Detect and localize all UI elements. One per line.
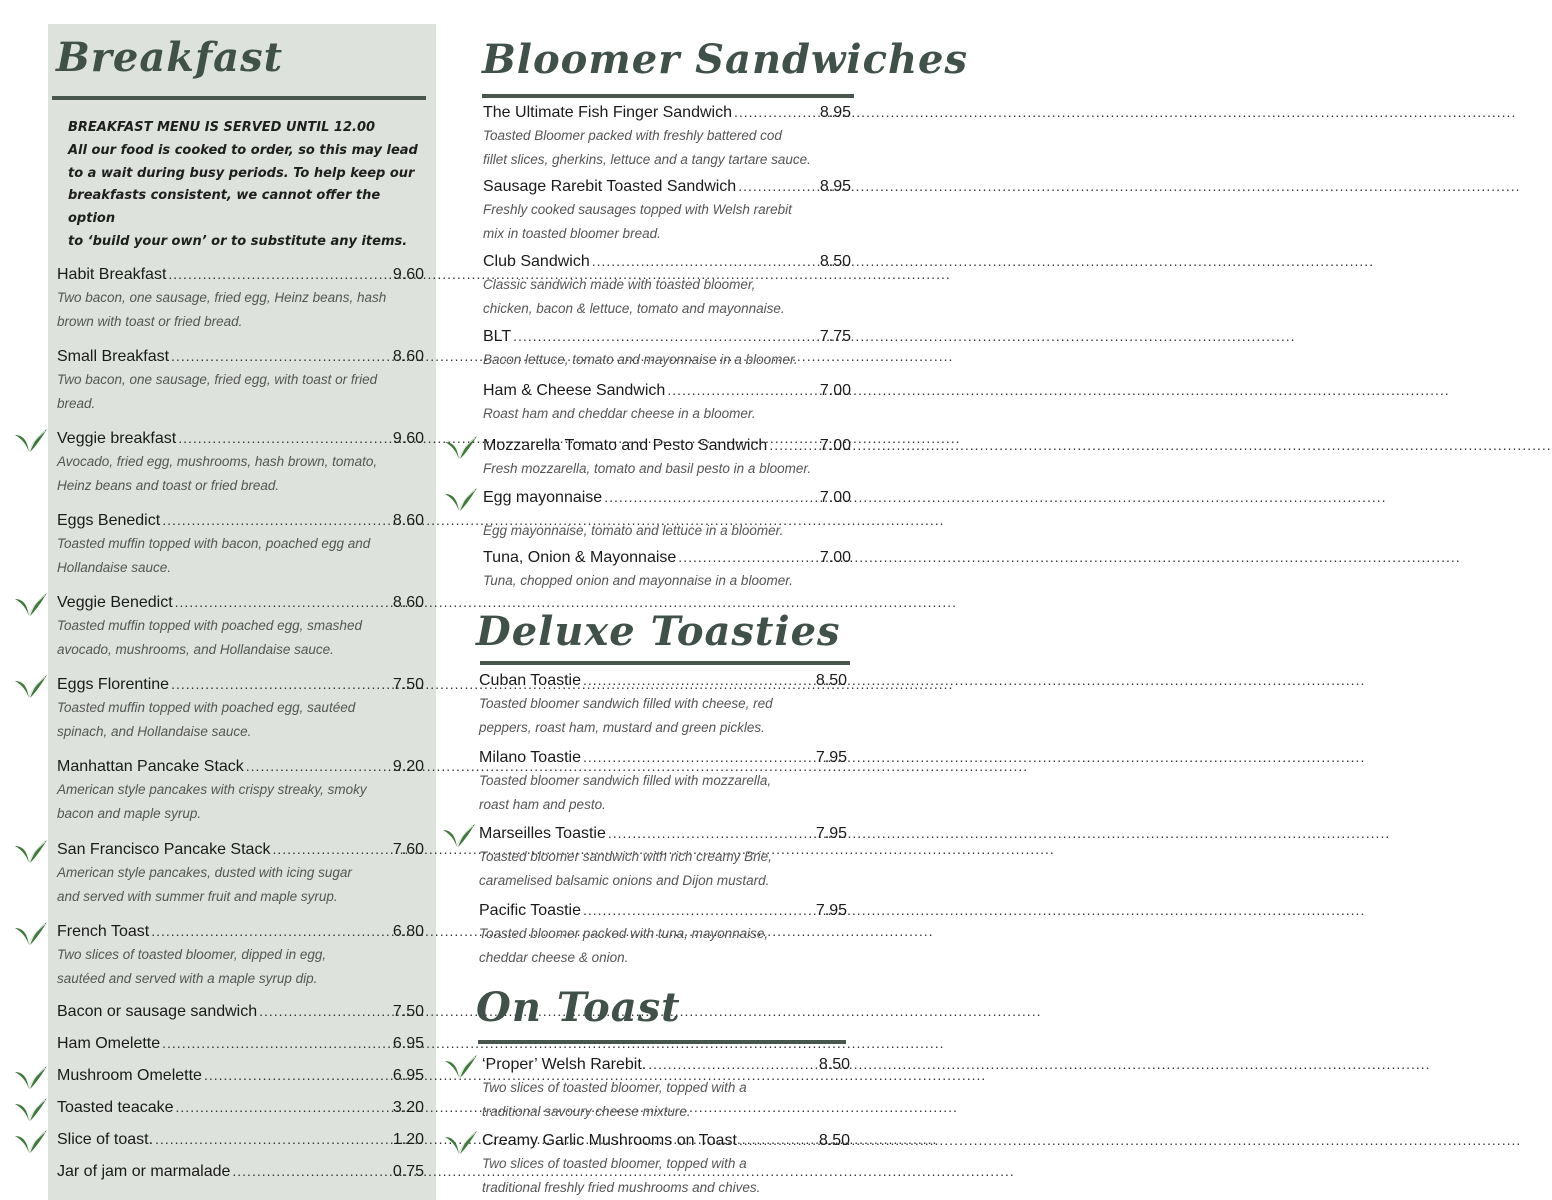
menu-item-name: Mushroom Omelette — [57, 1067, 202, 1084]
vegetarian-leaf-icon — [444, 433, 478, 461]
menu-item — [483, 382, 851, 400]
menu-item — [483, 328, 851, 346]
menu-item-price: 8.95 — [819, 104, 851, 121]
menu-item-description: Avocado, fried egg, mushrooms, hash brown, tomato, — [57, 454, 378, 469]
menu-item-name: Pacific Toastie — [479, 902, 581, 919]
menu-item-description: peppers, roast ham, mustard and green pickles. — [479, 720, 765, 735]
vegetarian-leaf-icon — [444, 1052, 478, 1080]
menu-item-description: traditional freshly fried mushrooms and chives. — [482, 1180, 761, 1195]
menu-item-name: Ham Omelette — [57, 1035, 161, 1052]
on-toast-heading: On Toast — [476, 984, 681, 1031]
menu-item-price: 1.20 — [392, 1131, 424, 1148]
menu-item-price: 7.75 — [819, 328, 851, 345]
menu-item-description: Bacon lettuce, tomato and mayonnaise in a bloomer. — [483, 352, 798, 367]
breakfast-heading: Breakfast — [56, 34, 284, 81]
menu-item-price: 7.00 — [819, 549, 851, 566]
menu-item-description: Toasted bloomer sandwich filled with mozzarella, — [479, 773, 772, 788]
menu-item — [482, 1132, 850, 1150]
menu-item-price: 9.20 — [392, 758, 424, 775]
menu-item-price: 7.95 — [815, 825, 847, 842]
toasties-heading-rule — [480, 661, 850, 665]
dot-leader — [244, 758, 393, 774]
dot-leader — [581, 902, 816, 918]
menu-item-price: 8.60 — [392, 512, 424, 529]
vegetarian-leaf-icon — [14, 1127, 48, 1155]
menu-item — [57, 1035, 424, 1053]
intro-line: All our food is cooked to order, so this may lead — [68, 142, 418, 158]
menu-item-description: Hollandaise sauce. — [57, 560, 172, 575]
intro-line: to ‘build your own’ or to substitute any items. — [68, 233, 408, 249]
menu-item-name: Marseilles Toastie — [479, 825, 606, 842]
breakfast-heading-rule — [52, 96, 426, 100]
menu-item-description: Toasted bloomer sandwich with rich creamy Brie, — [479, 849, 772, 864]
menu-item — [479, 825, 847, 843]
on-toast-heading-rule — [478, 1040, 846, 1044]
menu-item-price: 6.80 — [392, 923, 424, 940]
dot-leader — [737, 1132, 819, 1148]
dot-leader — [736, 178, 820, 194]
dot-leader — [606, 825, 816, 841]
menu-item-name: San Francisco Pancake Stack — [57, 841, 271, 858]
dot-leader — [590, 253, 820, 269]
menu-item-name: Jar of jam or marmalade — [57, 1163, 231, 1180]
menu-item-name: Veggie Benedict — [57, 594, 173, 611]
vegetarian-leaf-icon — [444, 1128, 478, 1156]
bloomer-sandwiches-heading: Bloomer Sandwiches — [482, 36, 969, 83]
menu-item-name: Eggs Benedict — [57, 512, 161, 529]
menu-item-name: Milano Toastie — [479, 749, 581, 766]
deluxe-toasties-heading: Deluxe Toasties — [476, 608, 841, 655]
menu-item-name: Club Sandwich — [483, 253, 590, 270]
menu-item-description: American style pancakes, dusted with icing sugar — [57, 865, 352, 880]
dot-leader — [166, 266, 392, 282]
dot-leader — [676, 549, 820, 565]
menu-item-name: Small Breakfast — [57, 348, 170, 365]
menu-item — [57, 1099, 424, 1117]
menu-item-name: Sausage Rarebit Toasted Sandwich — [483, 178, 737, 195]
dot-leader — [270, 841, 392, 857]
menu-item-price: 8.50 — [818, 1132, 850, 1149]
menu-item-price: 9.60 — [392, 430, 424, 447]
menu-item-description: Tuna, chopped onion and mayonnaise in a bloomer. — [483, 573, 793, 588]
menu-item-price: 7.00 — [819, 437, 851, 454]
dot-leader — [202, 1067, 393, 1083]
menu-item — [483, 549, 851, 567]
menu-item-description: fillet slices, gherkins, lettuce and a tangy tartare sauce. — [483, 152, 811, 167]
menu-item-description: caramelised balsamic onions and Dijon mustard. — [479, 873, 770, 888]
menu-item-price: 0.75 — [392, 1163, 424, 1180]
menu-item-price: 8.60 — [392, 348, 424, 365]
menu-item-name: Slice of toast. — [57, 1131, 154, 1148]
menu-item-name: Veggie breakfast — [57, 430, 177, 447]
menu-item-description: bread. — [57, 396, 96, 411]
dot-leader — [602, 489, 820, 505]
dot-leader — [149, 923, 393, 939]
menu-item — [57, 676, 424, 694]
menu-item-description: Heinz beans and toast or fried bread. — [57, 478, 280, 493]
menu-item-description: traditional savoury cheese mixture. — [482, 1104, 691, 1119]
menu-item — [483, 489, 851, 507]
menu-item-name: Toasted teacake — [57, 1099, 174, 1116]
menu-item-name: ‘Proper’ Welsh Rarebit. — [482, 1056, 647, 1073]
vegetarian-leaf-icon — [442, 821, 476, 849]
dot-leader — [581, 672, 816, 688]
menu-item — [57, 594, 424, 612]
dot-leader — [665, 382, 820, 398]
menu-item-name: Eggs Florentine — [57, 676, 170, 693]
menu-item-description: roast ham and pesto. — [479, 797, 606, 812]
menu-item-name: Creamy Garlic Mushrooms on Toast — [482, 1132, 737, 1149]
menu-item — [483, 178, 851, 196]
menu-item-description: Two slices of toasted bloomer, dipped in egg, — [57, 947, 327, 962]
menu-item-description: American style pancakes with crispy streaky, smoky — [57, 782, 367, 797]
dot-leader — [160, 512, 393, 528]
menu-item-description: Toasted muffin topped with poached egg, smashed — [57, 618, 362, 633]
menu-item-description: Toasted bloomer packed with tuna, mayonnaise, — [479, 926, 769, 941]
vegetarian-leaf-icon — [14, 1063, 48, 1091]
menu-item — [479, 749, 847, 767]
menu-item-price: 7.00 — [819, 382, 851, 399]
dot-leader — [169, 676, 393, 692]
dot-leader — [173, 594, 393, 610]
menu-item-price: 3.20 — [392, 1099, 424, 1116]
menu-item-price: 7.00 — [819, 489, 851, 506]
menu-item — [483, 253, 851, 271]
menu-item-description: Two bacon, one sausage, fried egg, with toast or fried — [57, 372, 378, 387]
intro-line: to a wait during busy periods. To help keep our — [68, 165, 415, 181]
menu-item-description: mix in toasted bloomer bread. — [483, 226, 661, 241]
vegetarian-leaf-icon — [14, 1095, 48, 1123]
dot-leader — [153, 1131, 393, 1147]
bloomer-heading-rule — [482, 94, 854, 98]
intro-line: BREAKFAST MENU IS SERVED UNTIL 12.00 — [68, 120, 376, 135]
menu-item-description: cheddar cheese & onion. — [479, 950, 629, 965]
menu-item — [57, 512, 424, 530]
menu-item-description: and served with summer fruit and maple syrup. — [57, 889, 338, 904]
dot-leader — [160, 1035, 393, 1051]
menu-item — [479, 672, 847, 690]
menu-item-name: French Toast — [57, 923, 150, 940]
dot-leader — [230, 1163, 392, 1179]
menu-item — [57, 348, 424, 366]
menu-item-price: 8.50 — [815, 672, 847, 689]
menu-item — [57, 1067, 424, 1085]
menu-item — [57, 841, 424, 859]
menu-item-description: Toasted muffin topped with poached egg, sautéed — [57, 700, 356, 715]
menu-item-description: chicken, bacon & lettuce, tomato and mayonnaise. — [483, 301, 785, 316]
menu-item-description: Fresh mozzarella, tomato and basil pesto in a bloomer. — [483, 461, 812, 476]
menu-item-name: Mozzarella Tomato and Pesto Sandwich — [483, 437, 768, 454]
menu-item — [57, 1131, 424, 1149]
menu-item-name: Ham & Cheese Sandwich — [483, 382, 666, 399]
menu-item-price: 8.60 — [392, 594, 424, 611]
menu-item-name: BLT — [483, 328, 512, 345]
menu-item-name: Cuban Toastie — [479, 672, 581, 689]
menu-item-price: 9.60 — [392, 266, 424, 283]
dot-leader — [176, 430, 393, 446]
menu-item — [483, 437, 851, 455]
dot-leader — [169, 348, 393, 364]
dot-leader — [257, 1003, 393, 1019]
menu-item — [57, 923, 424, 941]
dot-leader — [646, 1056, 819, 1072]
menu-item-name: Habit Breakfast — [57, 266, 167, 283]
breakfast-intro — [68, 117, 428, 254]
menu-item — [483, 104, 851, 122]
menu-item-price: 8.50 — [818, 1056, 850, 1073]
menu-item-price: 7.50 — [392, 1003, 424, 1020]
menu-item — [57, 758, 424, 776]
menu-item — [479, 902, 847, 920]
menu-item-description: Toasted Bloomer packed with freshly battered cod — [483, 128, 782, 143]
menu-item-description: Two slices of toasted bloomer, topped with a — [482, 1080, 747, 1095]
menu-item-price: 7.50 — [392, 676, 424, 693]
menu-item-description: Freshly cooked sausages topped with Welsh rarebit — [483, 202, 792, 217]
menu-item-price: 8.50 — [819, 253, 851, 270]
vegetarian-leaf-icon — [14, 672, 48, 700]
dot-leader — [174, 1099, 393, 1115]
menu-item-description: Toasted muffin topped with bacon, poached egg and — [57, 536, 371, 551]
menu-item-description: Classic sandwich made with toasted bloomer, — [483, 277, 756, 292]
menu-item-description: Two bacon, one sausage, fried egg, Heinz beans, hash — [57, 290, 387, 305]
menu-item-description: Toasted bloomer sandwich filled with cheese, red — [479, 696, 773, 711]
menu-item — [482, 1056, 850, 1074]
menu-item-description: avocado, mushrooms, and Hollandaise sauce. — [57, 642, 334, 657]
vegetarian-leaf-icon — [14, 919, 48, 947]
menu-item-name: Tuna, Onion & Mayonnaise — [483, 549, 677, 566]
vegetarian-leaf-icon — [14, 837, 48, 865]
menu-item — [57, 1163, 424, 1181]
vegetarian-leaf-icon — [444, 485, 478, 513]
menu-item-name: The Ultimate Fish Finger Sandwich — [483, 104, 732, 121]
menu-item-description: sautéed and served with a maple syrup dip. — [57, 971, 318, 986]
menu-item-description: Egg mayonnaise, tomato and lettuce in a bloomer. — [483, 523, 784, 538]
menu-item-description: spinach, and Hollandaise sauce. — [57, 724, 252, 739]
vegetarian-leaf-icon — [14, 590, 48, 618]
menu-item-price: 8.95 — [819, 178, 851, 195]
menu-item-name: Manhattan Pancake Stack — [57, 758, 244, 775]
menu-item — [57, 1003, 424, 1021]
menu-item-price: 7.95 — [815, 902, 847, 919]
menu-item-name: Bacon or sausage sandwich — [57, 1003, 258, 1020]
menu-item-name: Egg mayonnaise — [483, 489, 603, 506]
menu-item-description: Two slices of toasted bloomer, topped with a — [482, 1156, 747, 1171]
dot-leader — [511, 328, 820, 344]
menu-item-description: Roast ham and cheddar cheese in a bloomer. — [483, 406, 756, 421]
menu-item — [57, 266, 424, 284]
menu-item-price: 7.95 — [815, 749, 847, 766]
menu-item-description: bacon and maple syrup. — [57, 806, 202, 821]
menu-item-price: 7.60 — [392, 841, 424, 858]
dot-leader — [767, 437, 820, 453]
menu-item-description: brown with toast or fried bread. — [57, 314, 243, 329]
vegetarian-leaf-icon — [14, 426, 48, 454]
dot-leader — [581, 749, 816, 765]
menu-item — [57, 430, 424, 448]
intro-line: breakfasts consistent, we cannot offer the option — [68, 188, 381, 227]
dot-leader — [732, 104, 820, 120]
menu-item-price: 6.95 — [392, 1035, 424, 1052]
menu-item-price: 6.95 — [392, 1067, 424, 1084]
